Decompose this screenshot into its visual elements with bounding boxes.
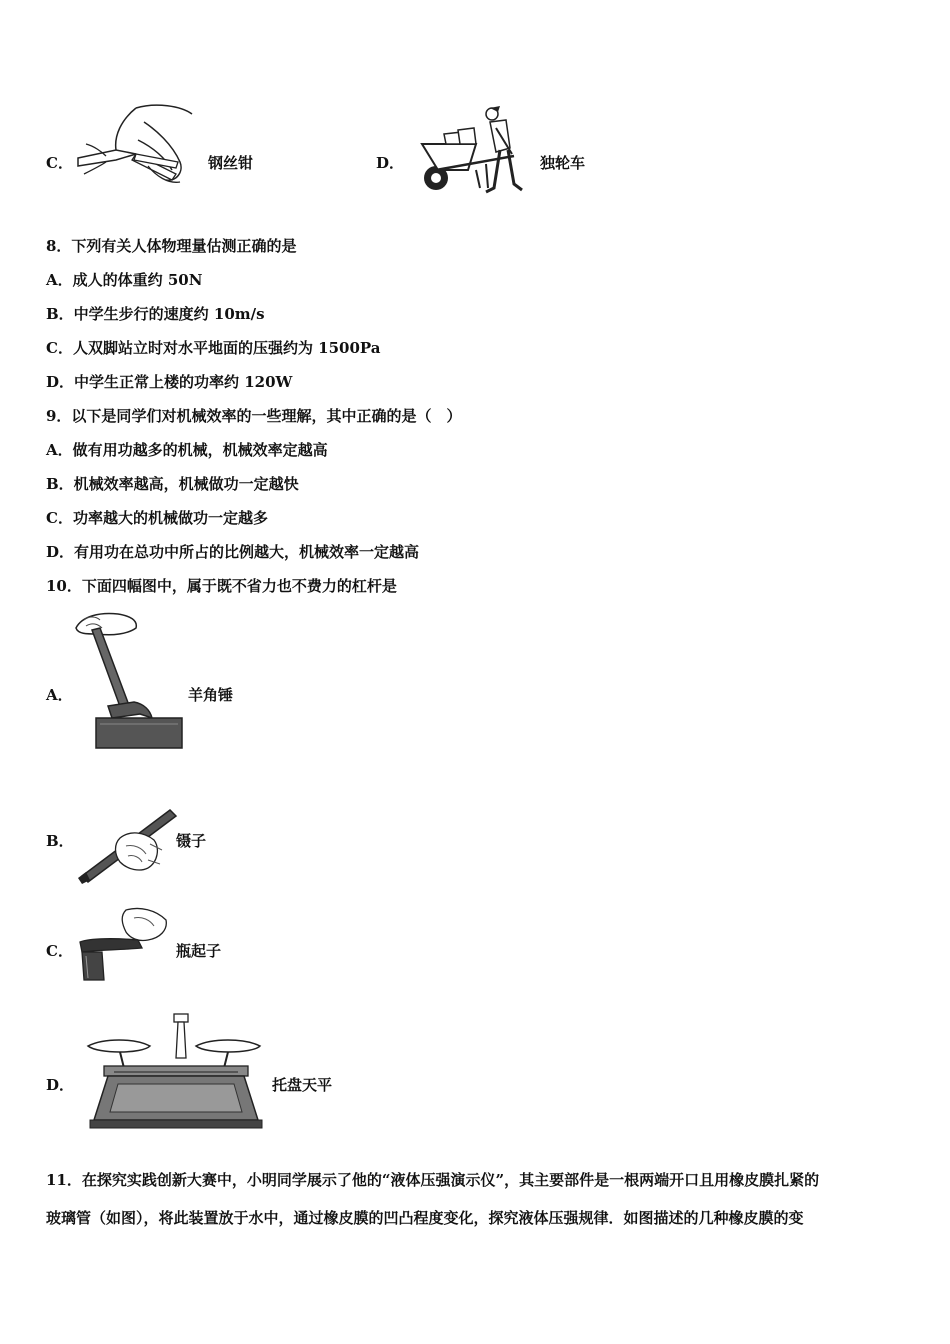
q7-option-c-caption: 钢丝钳 [208,154,254,172]
q11-line-1: 11．在探究实践创新大赛中，小明同学展示了他的“液体压强演示仪”，其主要部件是一根两端开口且用橡皮膜扎紧的 [46,1171,820,1189]
wheelbarrow-image [418,104,538,196]
q7-option-d-letter: D． [376,154,405,172]
q8-option-b: B．中学生步行的速度约 10m/s [46,305,265,323]
claw-hammer-image [72,610,184,750]
q9-option-a: A．做有用功越多的机械，机械效率定越高 [46,441,328,459]
q8-option-a: A．成人的体重约 50N [46,271,203,289]
q8-option-c: C．人双脚站立时对水平地面的压强约为 1500Pa [46,339,381,357]
q9-option-b: B．机械效率越高，机械做功一定越快 [46,475,299,493]
q10-option-d-letter: D． [46,1076,75,1094]
q10-option-c-letter: C． [46,942,73,960]
tweezers-image [74,804,178,886]
q7-option-c-letter: C． [46,154,73,172]
bottle-opener-image [76,904,172,984]
pan-balance-image [84,1010,268,1130]
q7-option-d-caption: 独轮车 [540,154,586,172]
q9-option-d: D．有用功在总功中所占的比例越大，机械效率一定越高 [46,543,420,561]
wire-pliers-image [76,100,200,192]
q9-option-c: C．功率越大的机械做功一定越多 [46,509,268,527]
q8-option-d: D．中学生正常上楼的功率约 120W [46,373,293,391]
q10-option-a-caption: 羊角锤 [188,686,234,704]
q10-option-b-caption: 镊子 [176,832,207,850]
q10-option-c-caption: 瓶起子 [176,942,222,960]
q9-stem: 9．以下是同学们对机械效率的一些理解，其中正确的是（ ） [46,407,462,425]
q10-option-d-caption: 托盘天平 [272,1076,333,1094]
q10-stem: 10．下面四幅图中，属于既不省力也不费力的杠杆是 [46,577,397,595]
q11-line-2: 玻璃管（如图），将此装置放于水中，通过橡皮膜的凹凸程度变化，探究液体压强规律．如图描述的几种橡皮膜的变 [46,1209,804,1227]
q8-stem: 8．下列有关人体物理量估测正确的是 [46,237,297,255]
q10-option-b-letter: B． [46,832,74,850]
q10-option-a-letter: A． [46,686,73,704]
